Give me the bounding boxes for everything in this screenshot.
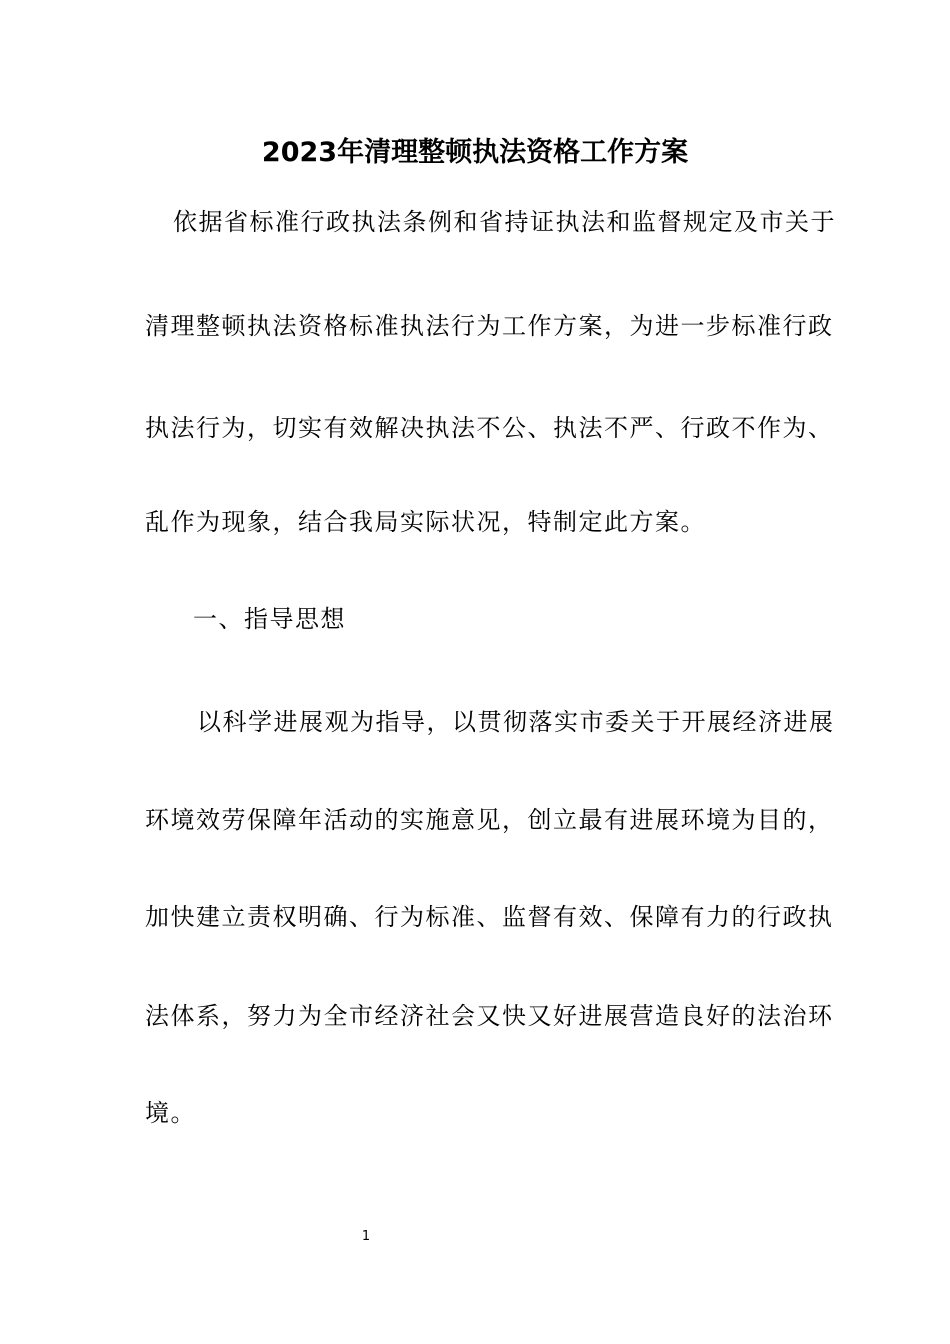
paragraph-line: 加快建立责权明确、行为标准、监督有效、保障有力的行政执 bbox=[145, 903, 834, 931]
paragraph-line: 清理整顿执法资格标准执法行为工作方案，为进一步标准行政 bbox=[145, 312, 834, 340]
paragraph-line: 乱作为现象，结合我局实际状况，特制定此方案。 bbox=[145, 508, 706, 536]
page-number: 1 bbox=[361, 1229, 371, 1244]
paragraph-line: 依据省标准行政执法条例和省持证执法和监督规定及市关于 bbox=[173, 208, 836, 236]
paragraph-line: 以科学进展观为指导，以贯彻落实市委关于开展经济进展 bbox=[197, 708, 835, 736]
paragraph-line: 境。 bbox=[145, 1099, 196, 1127]
section-heading: 一、指导思想 bbox=[193, 605, 346, 633]
paragraph-line: 环境效劳保障年活动的实施意见，创立最有进展环境为目的， bbox=[145, 806, 834, 834]
paragraph-line: 法体系，努力为全市经济社会又快又好进展营造良好的法治环 bbox=[145, 1002, 834, 1030]
document-title: 2023年清理整顿执法资格工作方案 bbox=[261, 137, 689, 168]
paragraph-line: 执法行为，切实有效解决执法不公、执法不严、行政不作为、 bbox=[145, 414, 834, 442]
